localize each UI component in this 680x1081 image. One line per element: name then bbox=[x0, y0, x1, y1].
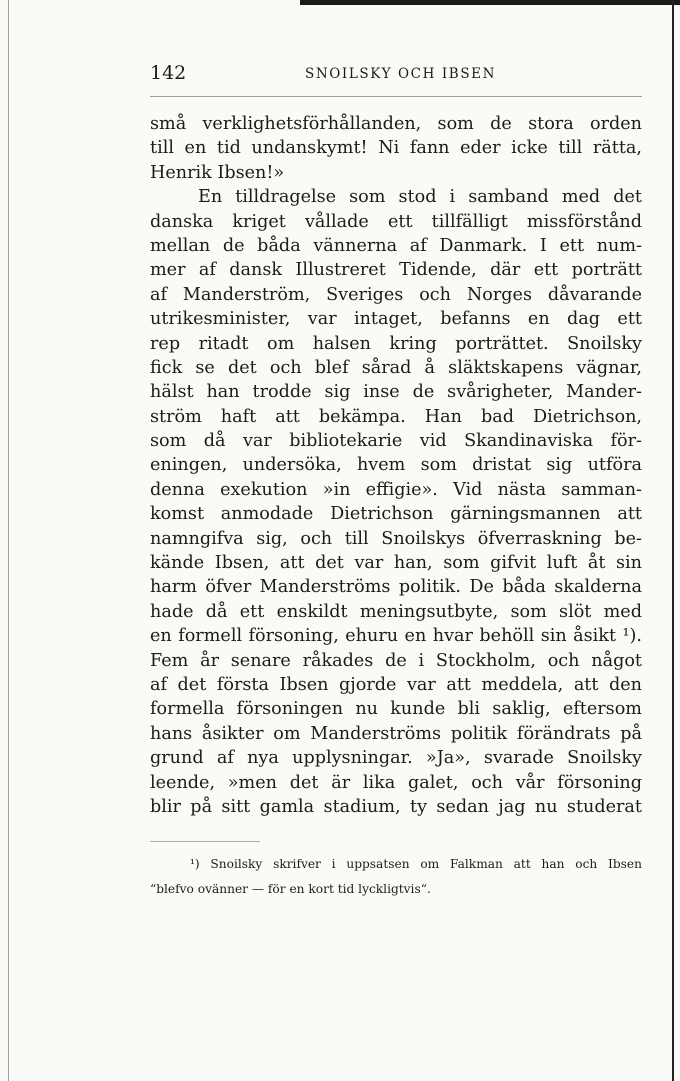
text-line: af det första Ibsen gjorde var att meddela, att den bbox=[150, 674, 642, 695]
footnote-line: ¹) Snoilsky skrifver i uppsatsen om Falkman att han och Ibsen bbox=[190, 857, 642, 872]
page-number: 142 bbox=[150, 62, 187, 84]
text-line: denna exekution »in effigie». Vid nästa samman- bbox=[150, 479, 642, 500]
text-line: små verklighetsförhållanden, som de stora orden bbox=[150, 114, 642, 134]
text-line: utrikesminister, var intaget, befanns en dag ett bbox=[150, 309, 642, 330]
body-text bbox=[150, 112, 642, 819]
book-page bbox=[150, 62, 642, 905]
text-line: danska kriget vållade ett tillfälligt missförstånd bbox=[150, 211, 642, 232]
running-title: SNOILSKY OCH IBSEN bbox=[305, 66, 497, 82]
text-line: till en tid undanskymt! Ni fann eder icke till rätta, bbox=[150, 138, 642, 159]
text-line: som då var bibliotekarie vid Skandinaviska för- bbox=[150, 431, 642, 452]
text-line: en formell försoning, ehuru en hvar behöll sin åsikt ¹). bbox=[150, 626, 642, 647]
text-line: komst anmodade Dietrichson gärningsmannen att bbox=[150, 504, 642, 525]
text-line: mellan de båda vännerna af Danmark. I ett num- bbox=[150, 235, 642, 256]
page-edge-right bbox=[672, 0, 674, 1081]
text-line: formella försoningen nu kunde bli saklig, eftersom bbox=[150, 699, 642, 720]
text-line: grund af nya upplysningar. »Ja», svarade Snoilsky bbox=[150, 748, 642, 769]
paragraph-start-line: En tilldragelse som stod i samband med det bbox=[198, 187, 642, 208]
text-line: blir på sitt gamla stadium, ty sedan jag nu studerat bbox=[150, 796, 642, 817]
scan-border-top bbox=[300, 0, 680, 5]
text-line: namngifva sig, och till Snoilskys öfverraskning be- bbox=[150, 528, 642, 549]
text-line: Fem år senare råkades de i Stockholm, och något bbox=[150, 650, 642, 671]
footnote bbox=[150, 856, 642, 905]
text-line: hade då ett enskildt meningsutbyte, som slöt med bbox=[150, 601, 642, 622]
footnote-rule bbox=[150, 841, 260, 842]
text-line: kände Ibsen, att det var han, som gifvit luft åt sin bbox=[150, 553, 642, 574]
header-rule bbox=[150, 96, 642, 97]
text-line: harm öfver Manderströms politik. De båda skalderna bbox=[150, 577, 642, 598]
text-line: af Manderström, Sveriges och Norges dåvarande bbox=[150, 284, 642, 305]
text-line: hälst han trodde sig inse de svårigheter, Mander- bbox=[150, 382, 642, 403]
text-line: Henrik Ibsen!» bbox=[150, 162, 285, 183]
text-line: eningen, undersöka, hvem som dristat sig utföra bbox=[150, 455, 642, 476]
text-line: rep ritadt om halsen kring porträttet. Snoilsky bbox=[150, 333, 642, 354]
page-edge-left bbox=[8, 0, 9, 1081]
text-line: mer af dansk Illustreret Tidende, där ett porträtt bbox=[150, 260, 642, 281]
text-line: fick se det och blef sårad å släktskapens vägnar, bbox=[150, 357, 642, 378]
text-line: leende, »men det är lika galet, och vår försoning bbox=[150, 772, 642, 793]
text-line: hans åsikter om Manderströms politik förändrats på bbox=[150, 723, 642, 744]
footnote-line: “blefvo ovänner — för en kort tid lyckligtvis“. bbox=[150, 881, 431, 896]
running-head bbox=[150, 62, 642, 84]
text-line: ström haft att bekämpa. Han bad Dietrichson, bbox=[150, 406, 642, 427]
